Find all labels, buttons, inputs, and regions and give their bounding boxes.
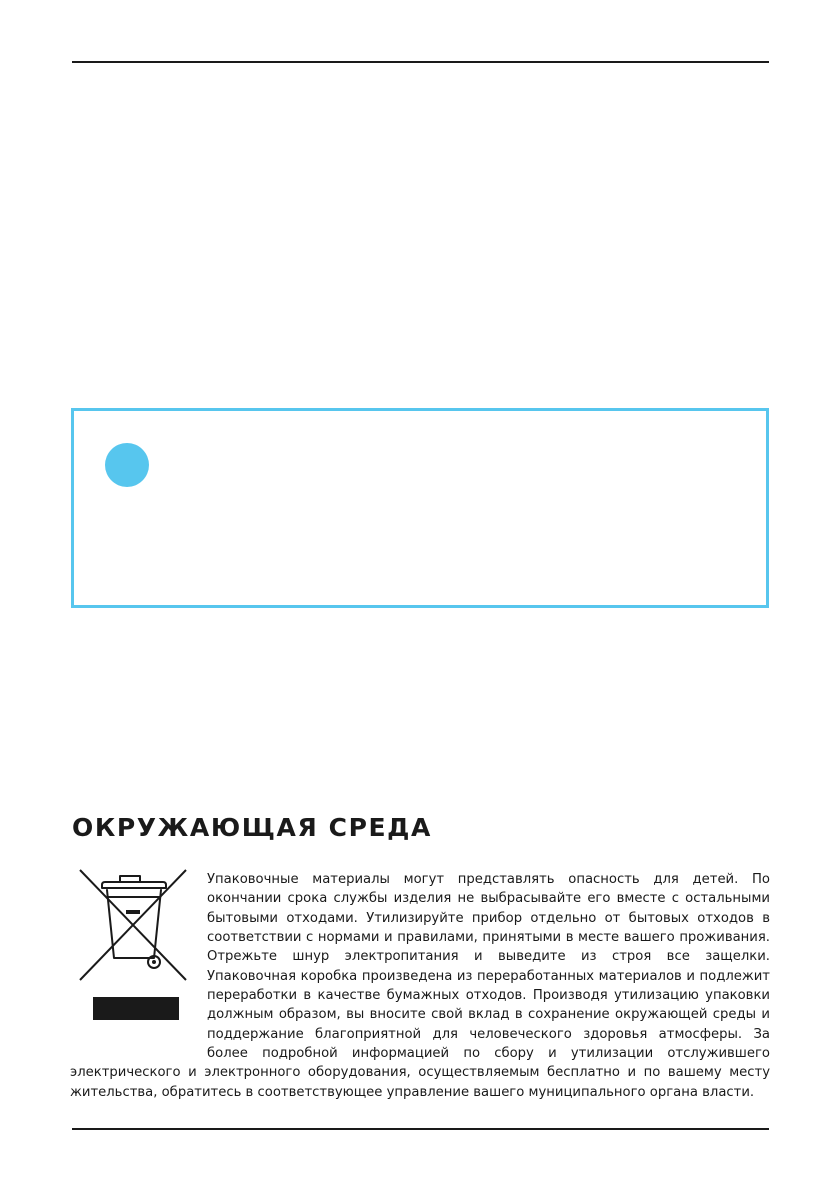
icon-spacer (70, 870, 207, 1057)
bottom-rule (72, 1128, 769, 1130)
environment-paragraph: Упаковочные материалы могут представлять опасность для детей. По окончании срока службы изделия не выбрасывайте его вместе с остальными бытовыми отходами. Утилизируйте прибор отдельно от бытовых отходов в соответствии с нормами и правилами, принятыми в месте вашего проживания. Отрежьте шнур электропитания и выведите из строя все защелки. Упаковочная коробка произведена из переработанных материалов и подлежит переработки в качестве бумажных отходов. Производя утилизацию упаковки должным образом, вы вносите свой вклад в сохранение окружающей среды и поддержание благоприятной для человеческого здоровья атмосферы. За более подробной информацией по сбору и утилизации отслужившего электрического и электронного оборудования, осуществляемым бесплатно и по вашему месту жительства, обратитесь в соответствующее управление вашего муниципального органа власти. (70, 872, 770, 1100)
environment-paragraph-container (70, 870, 770, 1102)
info-dot-icon (105, 443, 149, 487)
top-rule (72, 61, 769, 63)
section-title: ОКРУЖАЮЩАЯ СРЕДА (72, 813, 432, 842)
info-notice-box (71, 408, 769, 608)
